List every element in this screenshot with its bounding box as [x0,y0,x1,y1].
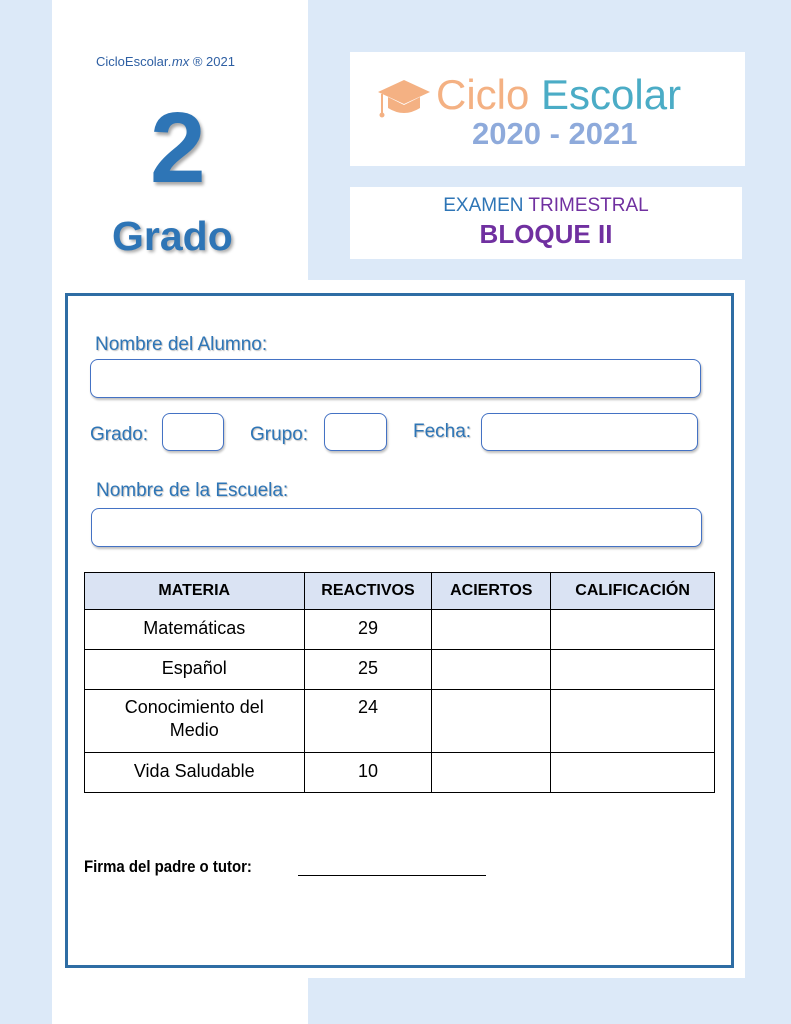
grade-number: 2 [150,92,206,204]
graduation-cap-icon [376,76,432,120]
cell-materia-line1: Conocimiento del [124,697,264,717]
signature-label: Firma del padre o tutor: [84,857,252,876]
cell-materia: Matemáticas [85,610,305,650]
cell-materia: Vida Saludable [85,753,305,793]
student-name-input[interactable] [90,359,701,398]
cell-aciertos[interactable] [432,650,551,690]
school-name-label: Nombre de la Escuela: [96,480,289,501]
logo-year: 2020 - 2021 [472,116,638,151]
header-aciertos: ACIERTOS [432,573,551,610]
table-row [85,610,715,650]
group-label: Grupo: [250,424,309,445]
cell-materia [85,690,305,753]
cell-calificacion[interactable] [551,753,715,793]
grade-input[interactable] [162,413,224,451]
cell-materia-line2: Medio [169,720,219,740]
signature-line[interactable] [298,875,486,876]
cell-reactivos: 29 [304,610,432,650]
header-materia: MATERIA [85,573,305,610]
date-label: Fecha: [413,421,472,442]
cell-reactivos: 24 [304,690,432,753]
table-row [85,690,715,753]
logo-ciclo-word: Ciclo [436,71,530,118]
background-left-strip [0,0,52,1024]
exam-block: BLOQUE II [479,219,613,249]
cell-calificacion[interactable] [551,610,715,650]
student-name-label: Nombre del Alumno: [95,334,268,355]
header-calificacion: CALIFICACIÓN [551,573,715,610]
grade-word: Grado [112,213,233,259]
header-reactivos: REACTIVOS [304,573,432,610]
logo-title [436,71,682,118]
cell-aciertos[interactable] [432,690,551,753]
exam-title [350,195,742,217]
group-input[interactable] [324,413,387,451]
grade-label: Grado: [90,424,149,445]
logo-escolar-word: Escolar [541,71,682,118]
brand-year: ® 2021 [189,54,235,69]
brand-name: CicloEscolar [96,54,169,69]
exam-title-box [350,187,742,259]
logo-box [350,52,745,166]
exam-title-examen: EXAMEN [443,195,524,216]
cell-aciertos[interactable] [432,753,551,793]
grades-table [84,572,715,793]
cell-materia: Español [85,650,305,690]
background-bottom-right-panel [308,978,791,1024]
table-row [85,650,715,690]
brand-watermark-text [96,54,235,69]
cell-reactivos: 25 [304,650,432,690]
school-name-input[interactable] [91,508,702,547]
exam-title-trimestral: TRIMESTRAL [528,195,649,216]
cell-calificacion[interactable] [551,690,715,753]
cell-reactivos: 10 [304,753,432,793]
brand-suffix: .mx [168,54,190,69]
table-header-row [85,573,715,610]
cell-calificacion[interactable] [551,650,715,690]
date-input[interactable] [481,413,698,451]
cell-aciertos[interactable] [432,610,551,650]
table-row [85,753,715,793]
